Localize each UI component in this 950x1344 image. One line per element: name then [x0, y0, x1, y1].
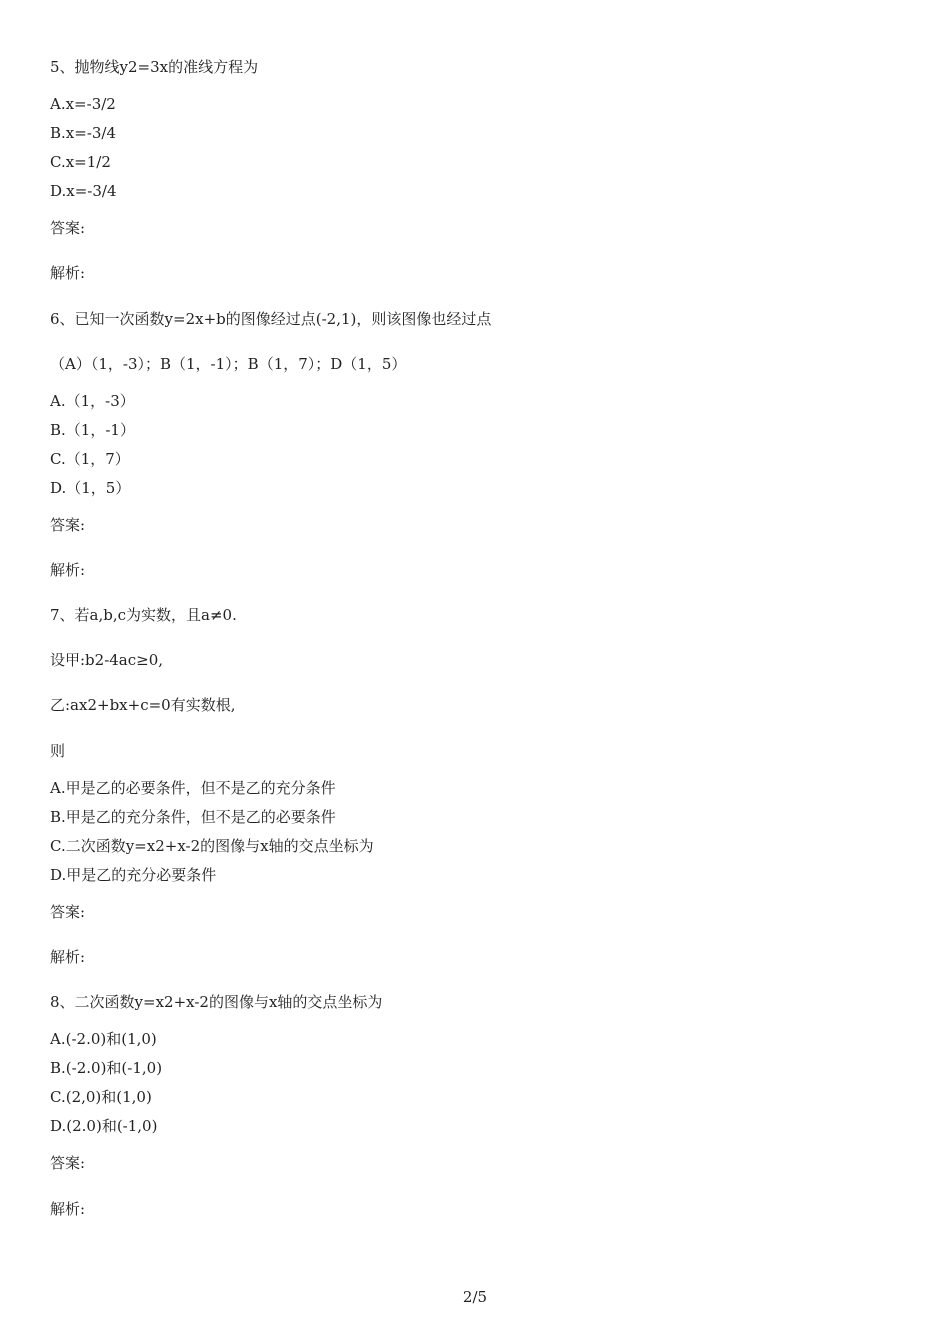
- question-7-then: 则: [50, 742, 66, 760]
- question-7-option-b: B.甲是乙的充分条件，但不是乙的必要条件: [50, 808, 336, 826]
- question-8-option-a: A.(-2.0)和(1,0): [50, 1030, 157, 1048]
- question-6-stem: 6、已知一次函数y=2x+b的图像经过点(-2,1)，则该图像也经过点: [50, 310, 492, 328]
- question-7-option-c: C.二次函数y=x2+x-2的图像与x轴的交点坐标为: [50, 837, 374, 855]
- question-5-option-a: A.x=-3/2: [50, 95, 116, 113]
- question-5-option-d: D.x=-3/4: [50, 182, 117, 200]
- question-5-stem: 5、抛物线y2=3x的准线方程为: [50, 58, 259, 76]
- question-6-choices-line: （A）（1，-3）；B（1，-1）；B（1，7）；D（1，5）: [50, 355, 407, 373]
- question-7-analysis-label: 解析:: [50, 948, 86, 966]
- question-8-analysis-label: 解析:: [50, 1200, 86, 1218]
- question-5-answer-label: 答案:: [50, 219, 86, 237]
- page-number: 2/5: [462, 1288, 488, 1306]
- question-5-option-c: C.x=1/2: [50, 153, 111, 171]
- question-8-option-b: B.(-2.0)和(-1,0): [50, 1059, 163, 1077]
- question-6-analysis-label: 解析:: [50, 561, 86, 579]
- question-6-option-b: B.（1，-1）: [50, 421, 135, 439]
- question-7-condition-jia: 设甲:b2-4ac≥0,: [50, 651, 164, 669]
- question-6-option-a: A.（1，-3）: [50, 392, 135, 410]
- question-8-option-d: D.(2.0)和(-1,0): [50, 1117, 158, 1135]
- question-8-answer-label: 答案:: [50, 1154, 86, 1172]
- question-7-condition-yi: 乙:ax2+bx+c=0有实数根,: [50, 696, 236, 714]
- question-8-option-c: C.(2,0)和(1,0): [50, 1088, 152, 1106]
- question-6-option-c: C.（1，7）: [50, 450, 130, 468]
- question-6-answer-label: 答案:: [50, 516, 86, 534]
- question-7-option-d: D.甲是乙的充分必要条件: [50, 866, 217, 884]
- question-6-option-d: D.（1，5）: [50, 479, 131, 497]
- question-7-option-a: A.甲是乙的必要条件，但不是乙的充分条件: [50, 779, 336, 797]
- question-5-option-b: B.x=-3/4: [50, 124, 117, 142]
- question-7-stem: 7、若a,b,c为实数，且a≠0.: [50, 606, 237, 624]
- question-5-analysis-label: 解析:: [50, 264, 86, 282]
- question-8-stem: 8、二次函数y=x2+x-2的图像与x轴的交点坐标为: [50, 993, 383, 1011]
- question-7-answer-label: 答案:: [50, 903, 86, 921]
